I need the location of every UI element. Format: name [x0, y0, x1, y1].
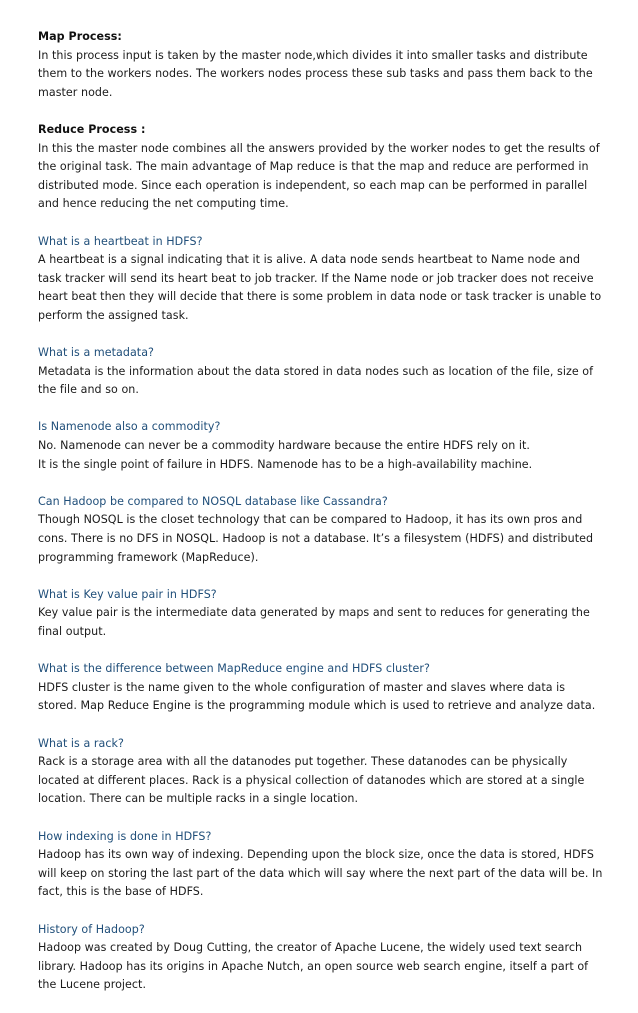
- document-page: [38, 28, 604, 1013]
- question-heading: What is Key value pair in HDFS?: [38, 587, 217, 601]
- section-reduce-process: [38, 121, 604, 214]
- section-mapreduce-vs-hdfs: [38, 660, 604, 716]
- section-hadoop-vs-nosql: [38, 493, 604, 567]
- question-heading: What is the difference between MapReduce engine and HDFS cluster?: [38, 662, 430, 676]
- question-heading: How indexing is done in HDFS?: [38, 829, 212, 843]
- question-heading: What is a rack?: [38, 736, 124, 750]
- question-heading: History of Hadoop?: [38, 922, 145, 936]
- section-history: [38, 921, 604, 995]
- answer-body: Rack is a storage area with all the datanodes put together. These datanodes can be physically located at different places. Rack is a physical collection of datanodes which are stored at a single location. There can be multiple racks in a single location.: [38, 755, 585, 806]
- section-heading: Map Process:: [38, 30, 122, 43]
- question-heading: What is a metadata?: [38, 346, 154, 360]
- section-namenode-commodity: [38, 418, 604, 474]
- section-heartbeat: [38, 233, 604, 326]
- answer-body: Though NOSQL is the closet technology that can be compared to Hadoop, it has its own pros and cons. There is no DFS in NOSQL. Hadoop is not a database. It’s a filesystem (HDFS) and distributed programming framework (MapReduce).: [38, 513, 594, 564]
- question-heading: Is Namenode also a commodity?: [38, 420, 221, 434]
- section-heading: Reduce Process :: [38, 122, 146, 136]
- answer-body: Hadoop has its own way of indexing. Depending upon the block size, once the data is stored, HDFS will keep on storing the last part of the data which will say where the next part of the data will be. In fact, this is the base of HDFS.: [38, 848, 603, 899]
- section-body: In this the master node combines all the answers provided by the worker nodes to get the results of the original task. The main advantage of Map reduce is that the map and reduce are performed in distributed mode. Since each operation is independent, so each map can be performed in parallel and hence reducing the net computing time.: [38, 141, 600, 211]
- answer-body: Metadata is the information about the data stored in data nodes such as location of the file, size of the file and so on.: [38, 364, 594, 397]
- section-indexing: [38, 828, 604, 902]
- question-heading: Can Hadoop be compared to NOSQL database like Cassandra?: [38, 494, 388, 508]
- section-rack: [38, 735, 604, 809]
- answer-body: Hadoop was created by Doug Cutting, the creator of Apache Lucene, the widely used text search library. Hadoop has its origins in Apache Nutch, an open source web search engine, itself a part of the Lucene project.: [38, 941, 589, 992]
- section-key-value-pair: [38, 586, 604, 642]
- answer-body: HDFS cluster is the name given to the whole configuration of master and slaves where data is stored. Map Reduce Engine is the programming module which is used to retrieve and analyze data.: [38, 680, 596, 713]
- section-body: In this process input is taken by the master node,which divides it into smaller tasks and distribute them to the workers nodes. The workers nodes process these sub tasks and pass them back to the master node.: [38, 48, 593, 99]
- section-metadata: [38, 344, 604, 400]
- answer-body: Key value pair is the intermediate data generated by maps and sent to reduces for generating the final output.: [38, 606, 590, 638]
- section-map-process: [38, 28, 604, 102]
- answer-body: A heartbeat is a signal indicating that it is alive. A data node sends heartbeat to Name node and task tracker will send its heart beat to job tracker. If the Name node or job tracker does not receive heart beat then they will decide that there is some problem in data node or task tracker is unable to perform the assigned task.: [38, 253, 602, 322]
- answer-body: No. Namenode can never be a commodity hardware because the entire HDFS rely on it. It is the single point of failure in HDFS. Namenode has to be a high-availability machine.: [38, 439, 533, 471]
- question-heading: What is a heartbeat in HDFS?: [38, 234, 203, 248]
